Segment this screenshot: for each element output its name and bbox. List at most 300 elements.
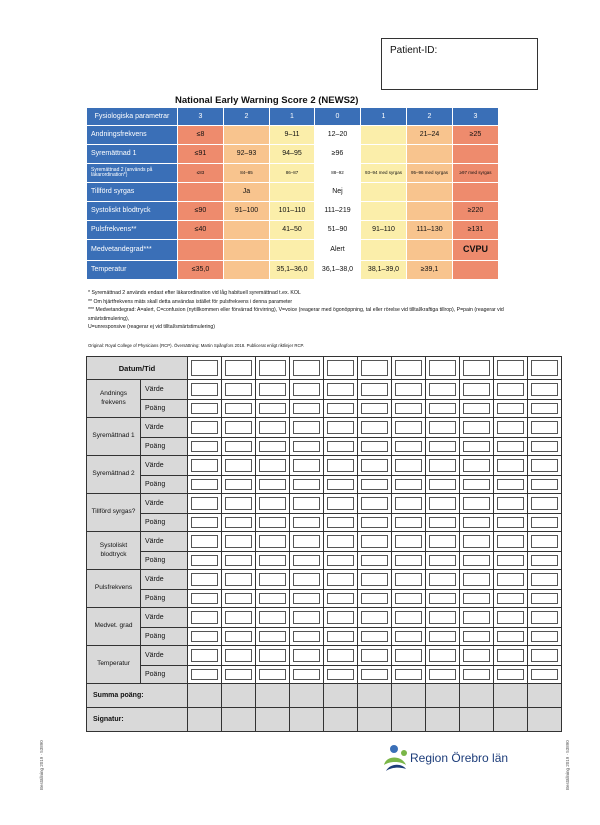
footnotes [88, 289, 518, 332]
entry-cell[interactable] [188, 357, 222, 380]
entry-cell[interactable] [494, 608, 528, 628]
entry-cell[interactable] [256, 418, 290, 438]
score-cell [453, 183, 499, 202]
grid-row-score [87, 552, 562, 570]
entry-cell[interactable] [494, 514, 528, 532]
entry-cell[interactable] [494, 532, 528, 552]
entry-cell[interactable] [188, 628, 222, 646]
entry-cell[interactable] [256, 684, 290, 708]
entry-cell[interactable] [324, 684, 358, 708]
entry-cell[interactable] [426, 438, 460, 456]
entry-cell[interactable] [460, 628, 494, 646]
entry-cell[interactable] [358, 400, 392, 418]
entry-cell[interactable] [528, 708, 562, 732]
entry-cell[interactable] [426, 646, 460, 666]
entry-cell[interactable] [290, 570, 324, 590]
param-header: Fysiologiska parametrar [87, 108, 178, 126]
entry-cell[interactable] [426, 608, 460, 628]
entry-cell[interactable] [528, 608, 562, 628]
grid-row-value [87, 494, 562, 514]
side-print-code-right: Beställning 2019 · 53890 [565, 740, 570, 790]
entry-cell[interactable] [392, 357, 426, 380]
entry-cell[interactable] [188, 456, 222, 476]
score-header-4: 1 [361, 108, 407, 126]
news-row [87, 202, 499, 221]
entry-cell[interactable] [290, 514, 324, 532]
entry-cell[interactable] [256, 570, 290, 590]
score-cell: 92–93 [224, 145, 270, 164]
entry-cell[interactable] [528, 400, 562, 418]
entry-cell[interactable] [392, 646, 426, 666]
entry-cell[interactable] [222, 380, 256, 400]
entry-cell[interactable] [256, 400, 290, 418]
grid-row-value [87, 418, 562, 438]
entry-cell[interactable] [256, 666, 290, 684]
entry-cell[interactable] [188, 476, 222, 494]
entry-cell[interactable] [528, 570, 562, 590]
entry-cell[interactable] [426, 380, 460, 400]
entry-cell[interactable] [256, 456, 290, 476]
param-label: Syremättnad 1 [87, 145, 178, 164]
entry-cell[interactable] [256, 608, 290, 628]
score-label: Poäng [141, 476, 188, 494]
param-label: Pulsfrekvens** [87, 221, 178, 240]
entry-cell[interactable] [528, 380, 562, 400]
entry-cell[interactable] [188, 570, 222, 590]
score-header-1: 2 [224, 108, 270, 126]
entry-cell[interactable] [392, 590, 426, 608]
grid-param-label: Pulsfrekvens [87, 570, 141, 608]
entry-cell[interactable] [494, 357, 528, 380]
entry-cell[interactable] [188, 494, 222, 514]
entry-cell[interactable] [290, 646, 324, 666]
value-label: Värde [141, 494, 188, 514]
entry-cell[interactable] [188, 666, 222, 684]
score-cell: 35,1–36,0 [270, 261, 315, 280]
score-cell: CVPU [453, 240, 499, 261]
entry-cell[interactable] [256, 708, 290, 732]
entry-cell[interactable] [290, 438, 324, 456]
entry-cell[interactable] [392, 628, 426, 646]
entry-cell[interactable] [392, 532, 426, 552]
entry-cell[interactable] [222, 494, 256, 514]
entry-cell[interactable] [460, 608, 494, 628]
score-cell: 93–94 med syrgas [361, 164, 407, 183]
patient-id-label: Patient-ID: [390, 45, 438, 56]
entry-cell[interactable] [460, 438, 494, 456]
score-cell: 51–90 [315, 221, 361, 240]
param-label: Temperatur [87, 261, 178, 280]
entry-cell[interactable] [460, 666, 494, 684]
entry-cell[interactable] [222, 666, 256, 684]
score-cell: 86–87 [270, 164, 315, 183]
news-row [87, 126, 499, 145]
score-cell: 91–100 [224, 202, 270, 221]
entry-cell[interactable] [358, 552, 392, 570]
entry-cell[interactable] [256, 628, 290, 646]
score-header-0: 3 [178, 108, 224, 126]
entry-cell[interactable] [324, 456, 358, 476]
entry-cell[interactable] [392, 456, 426, 476]
entry-cell[interactable] [426, 357, 460, 380]
entry-cell[interactable] [188, 400, 222, 418]
entry-cell[interactable] [528, 514, 562, 532]
news-row [87, 145, 499, 164]
entry-cell[interactable] [290, 380, 324, 400]
signature-row-label: Signatur: [87, 708, 188, 732]
entry-cell[interactable] [460, 684, 494, 708]
entry-cell[interactable] [290, 590, 324, 608]
entry-cell[interactable] [460, 476, 494, 494]
entry-cell[interactable] [290, 476, 324, 494]
value-label: Värde [141, 456, 188, 476]
value-label: Värde [141, 380, 188, 400]
entry-cell[interactable] [528, 357, 562, 380]
grid-row-value [87, 608, 562, 628]
grid-row-value [87, 456, 562, 476]
entry-cell[interactable] [358, 646, 392, 666]
value-label: Värde [141, 418, 188, 438]
entry-cell[interactable] [324, 646, 358, 666]
score-cell: ≥39,1 [407, 261, 453, 280]
grid-row-score [87, 514, 562, 532]
score-header-5: 2 [407, 108, 453, 126]
entry-cell[interactable] [460, 418, 494, 438]
entry-cell[interactable] [392, 494, 426, 514]
entry-cell[interactable] [358, 608, 392, 628]
entry-cell[interactable] [256, 532, 290, 552]
entry-cell[interactable] [222, 456, 256, 476]
entry-cell[interactable] [188, 418, 222, 438]
score-cell: ≥96 [315, 145, 361, 164]
score-header-3: 0 [315, 108, 361, 126]
score-cell [224, 240, 270, 261]
entry-cell[interactable] [494, 590, 528, 608]
entry-cell[interactable] [426, 590, 460, 608]
entry-cell[interactable] [222, 438, 256, 456]
entry-cell[interactable] [222, 514, 256, 532]
entry-cell[interactable] [392, 514, 426, 532]
score-label: Poäng [141, 438, 188, 456]
value-label: Värde [141, 532, 188, 552]
entry-cell[interactable] [426, 666, 460, 684]
score-cell: ≥97 med syrgas [453, 164, 499, 183]
score-cell: 9–11 [270, 126, 315, 145]
entry-cell[interactable] [188, 684, 222, 708]
score-cell: 94–95 [270, 145, 315, 164]
score-cell [361, 126, 407, 145]
score-cell [361, 183, 407, 202]
entry-cell[interactable] [392, 380, 426, 400]
entry-cell[interactable] [528, 684, 562, 708]
news-row [87, 261, 499, 280]
sum-row-label: Summa poäng: [87, 684, 188, 708]
score-cell [407, 183, 453, 202]
entry-cell[interactable] [324, 400, 358, 418]
entry-cell[interactable] [460, 552, 494, 570]
entry-cell[interactable] [358, 570, 392, 590]
entry-cell[interactable] [528, 552, 562, 570]
entry-cell[interactable] [528, 476, 562, 494]
entry-cell[interactable] [494, 684, 528, 708]
entry-cell[interactable] [494, 708, 528, 732]
entry-cell[interactable] [460, 646, 494, 666]
entry-cell[interactable] [222, 357, 256, 380]
entry-cell[interactable] [290, 684, 324, 708]
entry-cell[interactable] [426, 532, 460, 552]
entry-cell[interactable] [494, 628, 528, 646]
entry-cell[interactable] [290, 628, 324, 646]
entry-cell[interactable] [324, 494, 358, 514]
score-cell: 38,1–39,0 [361, 261, 407, 280]
entry-cell[interactable] [324, 380, 358, 400]
observation-grid [86, 356, 562, 732]
entry-cell[interactable] [494, 552, 528, 570]
entry-cell[interactable] [494, 646, 528, 666]
entry-cell[interactable] [392, 476, 426, 494]
entry-cell[interactable] [358, 357, 392, 380]
grid-row-score [87, 400, 562, 418]
entry-cell[interactable] [324, 357, 358, 380]
entry-cell[interactable] [426, 684, 460, 708]
grid-param-label: Syremättnad 2 [87, 456, 141, 494]
entry-cell[interactable] [392, 708, 426, 732]
entry-cell[interactable] [494, 666, 528, 684]
score-cell [178, 240, 224, 261]
entry-cell[interactable] [222, 552, 256, 570]
entry-cell[interactable] [426, 514, 460, 532]
entry-cell[interactable] [358, 590, 392, 608]
entry-cell[interactable] [256, 476, 290, 494]
entry-cell[interactable] [358, 476, 392, 494]
entry-cell[interactable] [256, 514, 290, 532]
entry-cell[interactable] [358, 666, 392, 684]
entry-cell[interactable] [290, 552, 324, 570]
entry-cell[interactable] [324, 608, 358, 628]
entry-cell[interactable] [324, 628, 358, 646]
entry-cell[interactable] [358, 418, 392, 438]
score-cell: Nej [315, 183, 361, 202]
entry-cell[interactable] [358, 684, 392, 708]
entry-cell[interactable] [460, 708, 494, 732]
entry-cell[interactable] [256, 438, 290, 456]
entry-cell[interactable] [256, 380, 290, 400]
entry-cell[interactable] [528, 438, 562, 456]
entry-cell[interactable] [460, 590, 494, 608]
entry-cell[interactable] [494, 570, 528, 590]
score-cell: ≤90 [178, 202, 224, 221]
entry-cell[interactable] [222, 590, 256, 608]
entry-cell[interactable] [460, 570, 494, 590]
entry-cell[interactable] [324, 590, 358, 608]
date-time-header: Datum/Tid [87, 357, 188, 380]
entry-cell[interactable] [426, 552, 460, 570]
grid-row-score [87, 628, 562, 646]
entry-cell[interactable] [358, 494, 392, 514]
entry-cell[interactable] [426, 570, 460, 590]
score-cell [453, 145, 499, 164]
entry-cell[interactable] [324, 532, 358, 552]
score-cell: Alert [315, 240, 361, 261]
entry-cell[interactable] [324, 476, 358, 494]
entry-cell[interactable] [222, 628, 256, 646]
entry-cell[interactable] [188, 552, 222, 570]
entry-cell[interactable] [528, 532, 562, 552]
grid-row-value [87, 532, 562, 552]
entry-cell[interactable] [358, 456, 392, 476]
grid-row-score [87, 438, 562, 456]
param-label: Andningsfrekvens [87, 126, 178, 145]
entry-cell[interactable] [290, 357, 324, 380]
entry-cell[interactable] [426, 476, 460, 494]
entry-cell[interactable] [426, 708, 460, 732]
entry-cell[interactable] [290, 418, 324, 438]
footnote-1: * Syremättnad 2 används endast efter läkarordination vid låg habituell syremättnad t.ex. KOL [88, 290, 301, 296]
entry-cell[interactable] [494, 400, 528, 418]
entry-cell[interactable] [290, 708, 324, 732]
entry-cell[interactable] [494, 456, 528, 476]
score-cell: ≤83 [178, 164, 224, 183]
entry-cell[interactable] [290, 400, 324, 418]
entry-cell[interactable] [392, 552, 426, 570]
entry-cell[interactable] [222, 476, 256, 494]
score-cell: ≤40 [178, 221, 224, 240]
score-cell: 101–110 [270, 202, 315, 221]
logo-text: Region Örebro län [410, 751, 509, 765]
entry-cell[interactable] [494, 418, 528, 438]
news-row [87, 221, 499, 240]
grid-row-value [87, 380, 562, 400]
entry-cell[interactable] [494, 494, 528, 514]
score-cell: 12–20 [315, 126, 361, 145]
entry-cell[interactable] [358, 532, 392, 552]
entry-cell[interactable] [392, 684, 426, 708]
entry-cell[interactable] [426, 456, 460, 476]
value-label: Värde [141, 646, 188, 666]
entry-cell[interactable] [426, 628, 460, 646]
entry-cell[interactable] [460, 532, 494, 552]
grid-param-label: Systoliskt blodtryck [87, 532, 141, 570]
entry-cell[interactable] [528, 646, 562, 666]
entry-cell[interactable] [188, 646, 222, 666]
footnote-3: *** Medvetandegrad: A=alert, C=confusion (nytillkommen eller förvärrad förvirring), V=voice (reagerar med ögonöppning, tal eller rörelse vid tilltal/kraftiga tillrop), P=pain (reagerar vid smärtstimulering), [88, 307, 504, 322]
score-cell [453, 261, 499, 280]
entry-cell[interactable] [222, 532, 256, 552]
entry-cell[interactable] [188, 514, 222, 532]
entry-cell[interactable] [392, 608, 426, 628]
entry-cell[interactable] [358, 438, 392, 456]
entry-cell[interactable] [324, 552, 358, 570]
grid-param-label: Andnings frekvens [87, 380, 141, 418]
score-cell [361, 202, 407, 221]
grid-row-value [87, 570, 562, 590]
score-cell [224, 221, 270, 240]
entry-cell[interactable] [188, 438, 222, 456]
entry-cell[interactable] [460, 494, 494, 514]
value-label: Värde [141, 570, 188, 590]
entry-cell[interactable] [256, 552, 290, 570]
entry-cell[interactable] [222, 608, 256, 628]
entry-cell[interactable] [188, 590, 222, 608]
entry-cell[interactable] [358, 380, 392, 400]
entry-cell[interactable] [494, 438, 528, 456]
entry-cell[interactable] [222, 570, 256, 590]
entry-cell[interactable] [528, 628, 562, 646]
entry-cell[interactable] [222, 646, 256, 666]
grid-row-score [87, 590, 562, 608]
entry-cell[interactable] [392, 400, 426, 418]
entry-cell[interactable] [222, 400, 256, 418]
entry-cell[interactable] [528, 494, 562, 514]
entry-cell[interactable] [222, 418, 256, 438]
score-cell [407, 240, 453, 261]
entry-cell[interactable] [528, 590, 562, 608]
entry-cell[interactable] [324, 438, 358, 456]
param-label: Syremättnad 2 (används på läkarordination*) [87, 164, 178, 183]
entry-cell[interactable] [358, 514, 392, 532]
entry-cell[interactable] [256, 494, 290, 514]
entry-cell[interactable] [290, 532, 324, 552]
entry-cell[interactable] [324, 666, 358, 684]
entry-cell[interactable] [324, 708, 358, 732]
score-cell [361, 145, 407, 164]
entry-cell[interactable] [528, 418, 562, 438]
entry-cell[interactable] [528, 666, 562, 684]
news-row [87, 183, 499, 202]
entry-cell[interactable] [426, 418, 460, 438]
entry-cell[interactable] [222, 708, 256, 732]
entry-cell[interactable] [222, 684, 256, 708]
entry-cell[interactable] [188, 708, 222, 732]
entry-cell[interactable] [188, 532, 222, 552]
entry-cell[interactable] [460, 456, 494, 476]
score-header-2: 1 [270, 108, 315, 126]
entry-cell[interactable] [460, 357, 494, 380]
score-cell [270, 240, 315, 261]
entry-cell[interactable] [256, 590, 290, 608]
entry-cell[interactable] [460, 514, 494, 532]
entry-cell[interactable] [290, 456, 324, 476]
grid-param-label: Tillförd syrgas? [87, 494, 141, 532]
score-cell: Ja [224, 183, 270, 202]
entry-cell[interactable] [256, 646, 290, 666]
entry-cell[interactable] [358, 628, 392, 646]
entry-cell[interactable] [460, 380, 494, 400]
entry-cell[interactable] [528, 456, 562, 476]
entry-cell[interactable] [324, 418, 358, 438]
entry-cell[interactable] [290, 608, 324, 628]
entry-cell[interactable] [358, 708, 392, 732]
entry-cell[interactable] [392, 666, 426, 684]
entry-cell[interactable] [324, 514, 358, 532]
entry-cell[interactable] [324, 570, 358, 590]
entry-cell[interactable] [188, 380, 222, 400]
entry-cell[interactable] [494, 380, 528, 400]
entry-cell[interactable] [290, 494, 324, 514]
page-title: National Early Warning Score 2 (NEWS2) [175, 95, 359, 106]
param-label: Medvetandegrad*** [87, 240, 178, 261]
entry-cell[interactable] [392, 570, 426, 590]
entry-cell[interactable] [188, 608, 222, 628]
entry-cell[interactable] [494, 476, 528, 494]
entry-cell[interactable] [290, 666, 324, 684]
entry-cell[interactable] [256, 357, 290, 380]
entry-cell[interactable] [392, 418, 426, 438]
entry-cell[interactable] [392, 438, 426, 456]
entry-cell[interactable] [426, 494, 460, 514]
entry-cell[interactable] [426, 400, 460, 418]
entry-cell[interactable] [460, 400, 494, 418]
